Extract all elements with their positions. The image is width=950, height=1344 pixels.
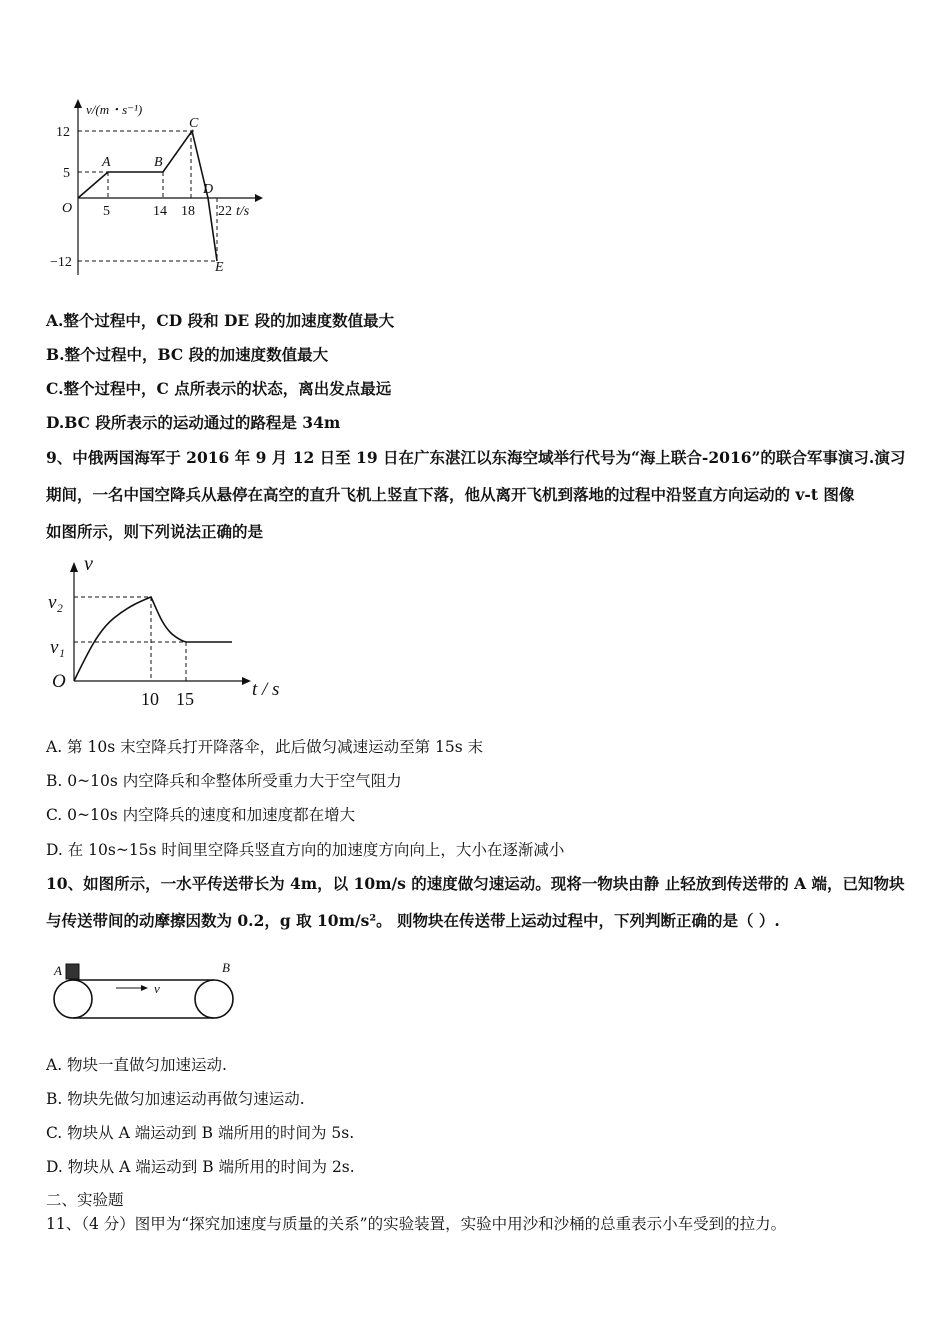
q10-option-d: D. 物块从 A 端运动到 B 端所用的时间为 2s.	[46, 1158, 355, 1176]
q8-option-d: D.BC 段所表示的运动通过的路程是 34m	[46, 413, 341, 432]
q8-option-b: B.整个过程中，BC 段的加速度数值最大	[46, 345, 329, 364]
fig1-origin: O	[62, 201, 73, 216]
q11-stem: 11、（4 分）图甲为“探究加速度与质量的关系”的实验装置，实验中用沙和沙桶的总重表示小车受到的拉力。	[46, 1215, 787, 1233]
fig1-point-b: B	[154, 155, 163, 170]
fig2-xtick-10: 10	[141, 689, 159, 709]
fig1-ytick-5: 5	[63, 166, 70, 181]
q10-stem-line-1: 10、如图所示，一水平传送带长为 4m，以 10m/s 的速度做匀速运动。现将一物块由静 止轻放到传送带的 A 端，已知物块	[46, 874, 905, 893]
fig2-v1-label: v₁	[50, 637, 66, 658]
fig3-label-b: B	[222, 960, 230, 975]
fig1-xtick-14: 14	[153, 204, 167, 219]
fig1-ylabel: v/(m・s⁻¹)	[86, 102, 143, 117]
q10-stem-line-2: 与传送带间的动摩擦因数为 0.2，g 取 10m/s²。 则物块在传送带上运动过程中，下列判断正确的是（ ）.	[46, 911, 780, 930]
fig3-label-v: v	[154, 981, 160, 996]
q10-option-c: C. 物块从 A 端运动到 B 端所用的时间为 5s.	[46, 1124, 355, 1142]
fig2-ylabel: v	[84, 553, 93, 575]
fig3-label-a: A	[54, 963, 62, 978]
fig1-point-c: C	[189, 116, 199, 131]
q10-option-a: A. 物块一直做匀加速运动.	[46, 1056, 227, 1074]
fig1-point-e: E	[215, 260, 224, 275]
figure-3-conveyor-belt	[48, 955, 258, 1040]
fig1-xlabel: t/s	[236, 204, 250, 219]
fig1-point-a: A	[102, 155, 111, 170]
section-title: 二、实验题	[46, 1191, 124, 1209]
fig1-xtick-22: 22	[218, 204, 232, 219]
fig2-xlabel: t / s	[252, 679, 280, 700]
block-square	[66, 964, 79, 979]
fig1-ytick-neg12: −12	[50, 255, 72, 270]
fig2-v2-label: v₂	[48, 592, 64, 613]
fig2-origin: O	[52, 671, 66, 692]
figure-2-vt-graph	[44, 550, 289, 715]
q9-stem-line-2: 期间，一名中国空降兵从悬停在高空的直升飞机上竖直下落，他从离开飞机到落地的过程中沿竖直方向运动的 v-t 图像	[46, 485, 855, 504]
fig1-xtick-5: 5	[103, 204, 110, 219]
q8-option-a: A.整个过程中，CD 段和 DE 段的加速度数值最大	[46, 311, 395, 330]
q9-option-d: D. 在 10s~15s 时间里空降兵竖直方向的加速度方向向上，大小在逐渐减小	[46, 841, 565, 859]
q9-stem-line-1: 9、中俄两国海军于 2016 年 9 月 12 日至 19 日在广东湛江以东海空域举行代号为“海上联合-2016”的联合军事演习.演习	[46, 448, 906, 467]
q9-stem-line-3: 如图所示，则下列说法正确的是	[46, 522, 264, 541]
q8-option-c: C.整个过程中，C 点所表示的状态，离出发点最远	[46, 379, 392, 398]
fig1-xtick-18: 18	[181, 204, 195, 219]
fig1-ytick-12: 12	[56, 125, 70, 140]
q9-option-a: A. 第 10s 末空降兵打开降落伞，此后做匀减速运动至第 15s 末	[46, 738, 484, 756]
fig1-point-d: D	[203, 182, 214, 197]
fig2-xtick-15: 15	[176, 689, 194, 709]
q9-option-c: C. 0~10s 内空降兵的速度和加速度都在增大	[46, 806, 356, 824]
figure-1-vt-graph	[50, 95, 280, 280]
q9-option-b: B. 0~10s 内空降兵和伞整体所受重力大于空气阻力	[46, 772, 402, 790]
q10-option-b: B. 物块先做匀加速运动再做匀速运动.	[46, 1090, 305, 1108]
